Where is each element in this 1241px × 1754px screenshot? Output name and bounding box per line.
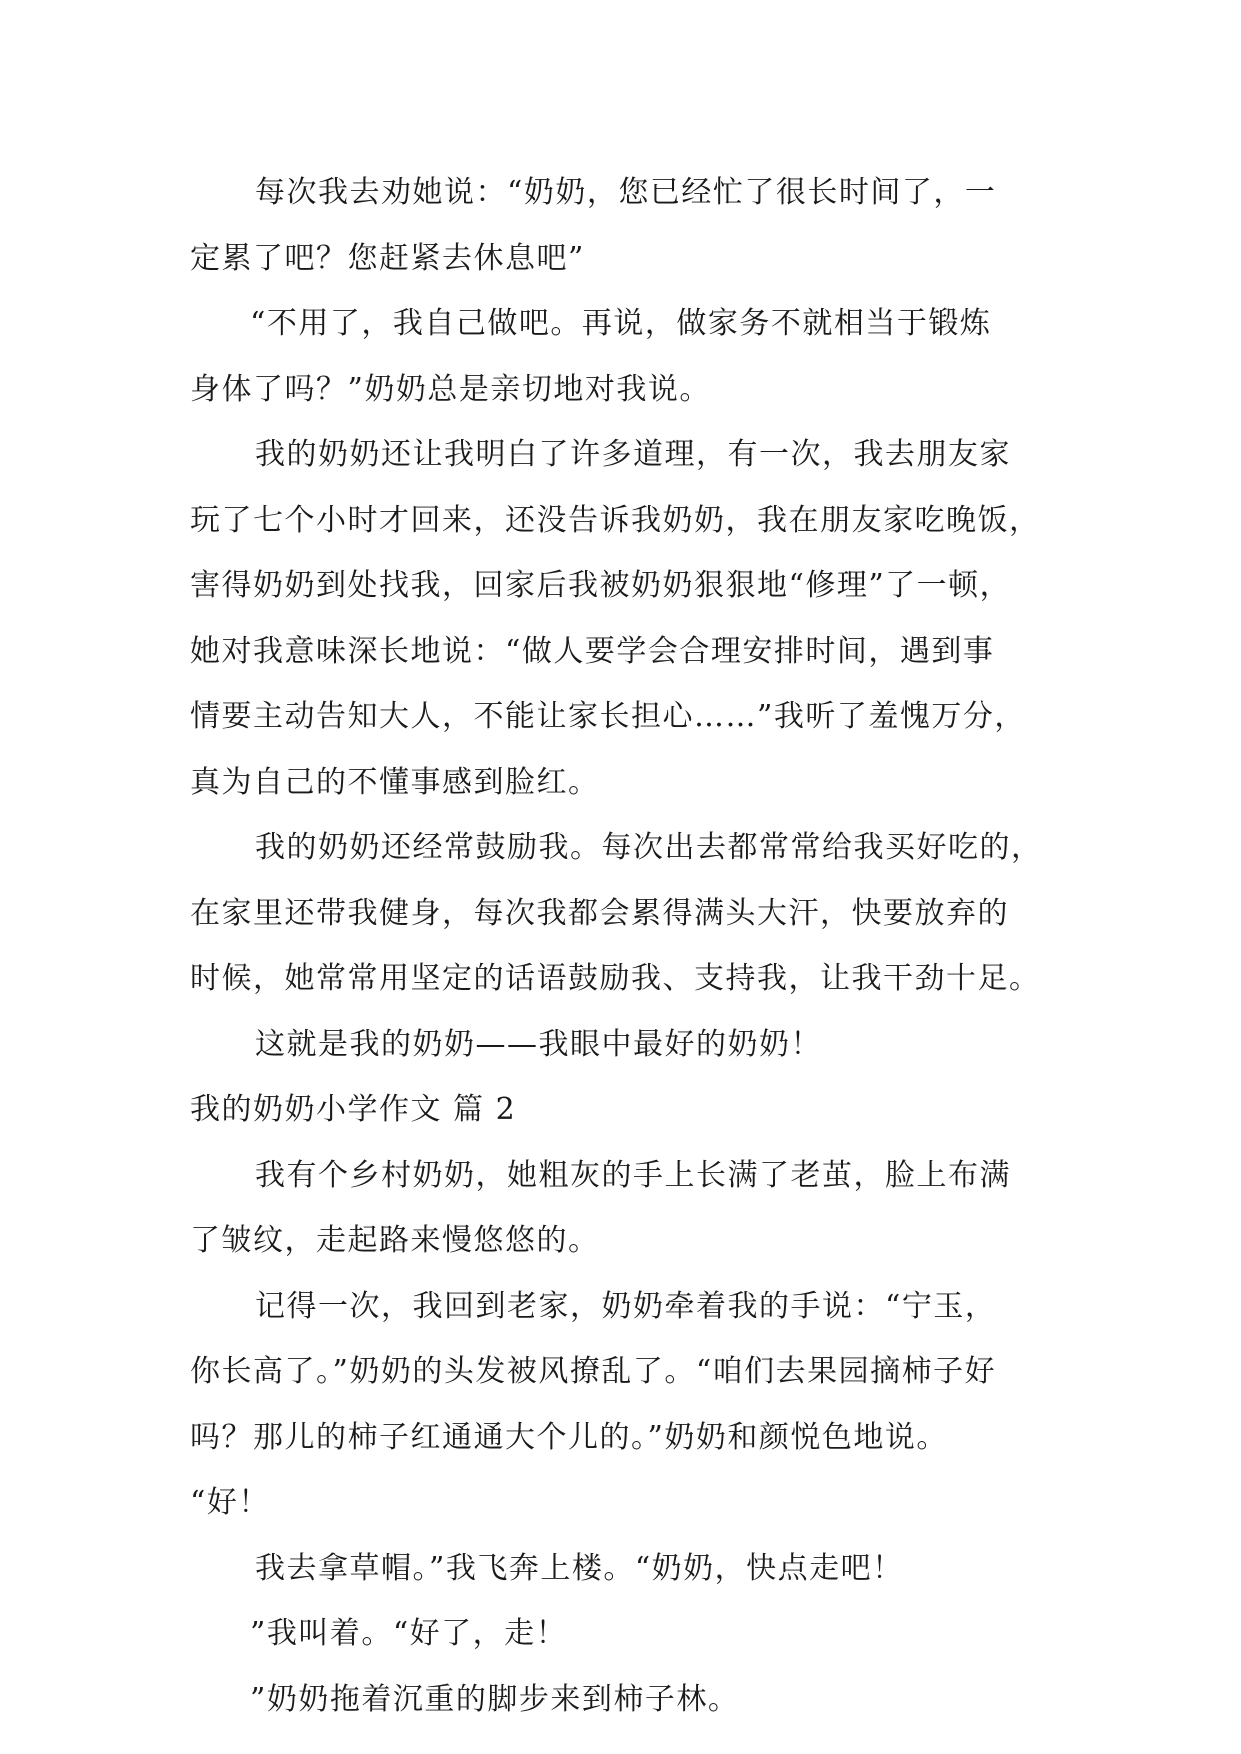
text-line: 你长高了。”奶奶的头发被风撩乱了。“咱们去果园摘柿子好 (190, 1354, 997, 1389)
text-line: “不用了，我自己做吧。再说，做家务不就相当于锻炼 (250, 306, 992, 341)
text-line: 定累了吧？您赶紧去休息吧” (190, 240, 585, 276)
text-line: 这就是我的奶奶——我眼中最好的奶奶！ (255, 1026, 822, 1062)
text-line: 时候，她常常用坚定的话语鼓励我、支持我，让我干劲十足。 (190, 961, 1041, 996)
text-line: 情要主动告知大人，不能让家长担心……”我听了羞愧万分， (190, 699, 1026, 734)
text-line: 每次我去劝她说：“奶奶，您已经忙了很长时间了，一 (255, 175, 997, 210)
section-heading: 我的奶奶小学作文 篇 2 (190, 1092, 517, 1127)
text-line: 了皱纹，走起路来慢悠悠的。 (190, 1223, 600, 1258)
text-line: ”我叫着。“好了，走！ (250, 1616, 568, 1651)
text-line: 我的奶奶还经常鼓励我。每次出去都常常给我买好吃的， (255, 830, 1043, 865)
document-body (190, 160, 1060, 1732)
text-line: 害得奶奶到处找我，回家后我被奶奶狠狠地“修理”了一顿， (190, 568, 1012, 603)
text-line: 我的奶奶还让我明白了许多道理，有一次，我去朋友家 (255, 437, 1011, 472)
text-line: 身体了吗？”奶奶总是亲切地对我说。 (190, 371, 711, 407)
text-line: 在家里还带我健身，每次我都会累得满头大汗，快要放弃的 (190, 895, 1009, 931)
text-line: 我去拿草帽。”我飞奔上楼。“奶奶，快点走吧！ (255, 1550, 904, 1586)
text-line: 真为自己的不懂事感到脸红。 (190, 764, 600, 800)
text-line: “好！ (190, 1485, 270, 1520)
text-line: ”奶奶拖着沉重的脚步来到柿子林。 (250, 1681, 740, 1717)
text-line: 她对我意味深长地说：“做人要学会合理安排时间，遇到事 (190, 633, 995, 669)
text-line: 吗？那儿的柿子红通通大个儿的。”奶奶和颜悦色地说。 (190, 1419, 948, 1455)
text-line: 玩了七个小时才回来，还没告诉我奶奶，我在朋友家吃晚饭， (190, 502, 1041, 538)
text-line: 我有个乡村奶奶，她粗灰的手上长满了老茧，脸上布满 (255, 1157, 1011, 1193)
text-line: 记得一次，我回到老家，奶奶牵着我的手说：“宁玉， (255, 1288, 997, 1324)
